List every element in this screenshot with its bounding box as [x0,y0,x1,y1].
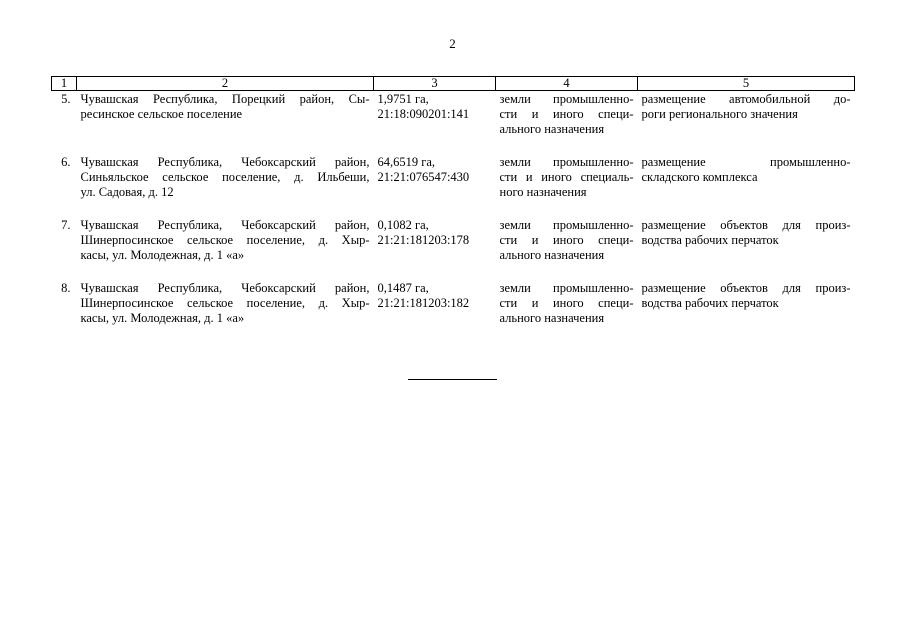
column-header-4: 4 [496,77,638,91]
purpose-cell-line: роги регионального значения [641,107,798,121]
land-category-cell-line: ного назначения [499,185,587,199]
land-category-cell-line: сти и иного специ- [499,107,634,121]
purpose-cell-line: размещение промышленно- [641,155,851,169]
address-cell-line: Чувашская Республика, Чебоксарский район, [80,281,370,295]
purpose-cell [638,91,855,155]
table-row [52,91,855,155]
row-number-cell: 6. [61,155,71,169]
area-cadastral-cell-line: 64,6519 га, [377,155,436,169]
purpose-cell-line: складского комплекса [641,170,758,184]
table-row [52,154,855,217]
land-category-cell [496,217,638,280]
address-cell [77,217,374,280]
area-cadastral-cell [374,91,496,155]
land-category-cell-line: ального назначения [499,311,605,325]
purpose-cell-line: водства рабочих перчаток [641,233,779,247]
land-category-cell-line: сти и иного специаль- [499,170,634,184]
purpose-cell [638,280,855,343]
land-category-cell [496,154,638,217]
area-cadastral-cell-line: 21:21:181203:178 [377,233,470,247]
address-cell-line: касы, ул. Молодежная, д. 1 «а» [80,311,245,325]
purpose-cell-line: водства рабочих перчаток [641,296,779,310]
column-header-1: 1 [52,77,77,91]
address-cell-line: ресинское сельское поселение [80,107,243,121]
header-row [52,77,855,91]
purpose-cell-line: размещение автомобильной до- [641,92,851,106]
purpose-cell [638,154,855,217]
column-header-5: 5 [638,77,855,91]
address-cell-line: ул. Садовая, д. 12 [80,185,174,199]
row-number-cell: 8. [61,281,71,295]
column-header-3: 3 [374,77,496,91]
table-body [52,91,855,344]
page-number: 2 [449,36,456,51]
purpose-cell-line: размещение объектов для произ- [641,281,851,295]
area-cadastral-cell-line: 21:21:181203:182 [377,296,470,310]
land-category-cell [496,280,638,343]
address-cell [77,280,374,343]
area-cadastral-cell-line: 0,1487 га, [377,281,429,295]
land-category-cell [496,91,638,155]
column-header-2: 2 [77,77,374,91]
address-cell [77,91,374,155]
area-cadastral-cell [374,154,496,217]
row-number-cell: 5. [61,92,71,106]
area-cadastral-cell [374,280,496,343]
area-cadastral-cell-line: 0,1082 га, [377,218,429,232]
area-cadastral-cell-line: 1,9751 га, [377,92,429,106]
land-category-cell-line: земли промышленно- [499,218,634,232]
address-cell-line: Синьяльское сельское поселение, д. Ильбеши, [80,170,370,184]
land-category-cell-line: ального назначения [499,122,605,136]
purpose-cell [638,217,855,280]
area-cadastral-cell [374,217,496,280]
address-cell-line: Шинерпосинское сельское поселение, д. Хыр- [80,233,370,247]
address-cell-line: Чувашская Республика, Чебоксарский район, [80,218,370,232]
table-header [52,77,855,91]
purpose-cell-line: размещение объектов для произ- [641,218,851,232]
land-category-cell-line: земли промышленно- [499,92,634,106]
land-category-cell-line: земли промышленно- [499,155,634,169]
address-cell-line: Чувашская Республика, Порецкий район, Сы- [80,92,370,106]
table-row [52,280,855,343]
area-cadastral-cell-line: 21:21:076547:430 [377,170,470,184]
table-row [52,217,855,280]
land-plots-table [51,76,855,343]
land-category-cell-line: сти и иного специ- [499,233,634,247]
address-cell-line: Шинерпосинское сельское поселение, д. Хыр- [80,296,370,310]
land-category-cell-line: земли промышленно- [499,281,634,295]
land-category-cell-line: ального назначения [499,248,605,262]
address-cell [77,154,374,217]
end-rule [408,379,497,380]
land-category-cell-line: сти и иного специ- [499,296,634,310]
address-cell-line: касы, ул. Молодежная, д. 1 «а» [80,248,245,262]
area-cadastral-cell-line: 21:18:090201:141 [377,107,470,121]
address-cell-line: Чувашская Республика, Чебоксарский район, [80,155,370,169]
row-number-cell: 7. [61,218,71,232]
